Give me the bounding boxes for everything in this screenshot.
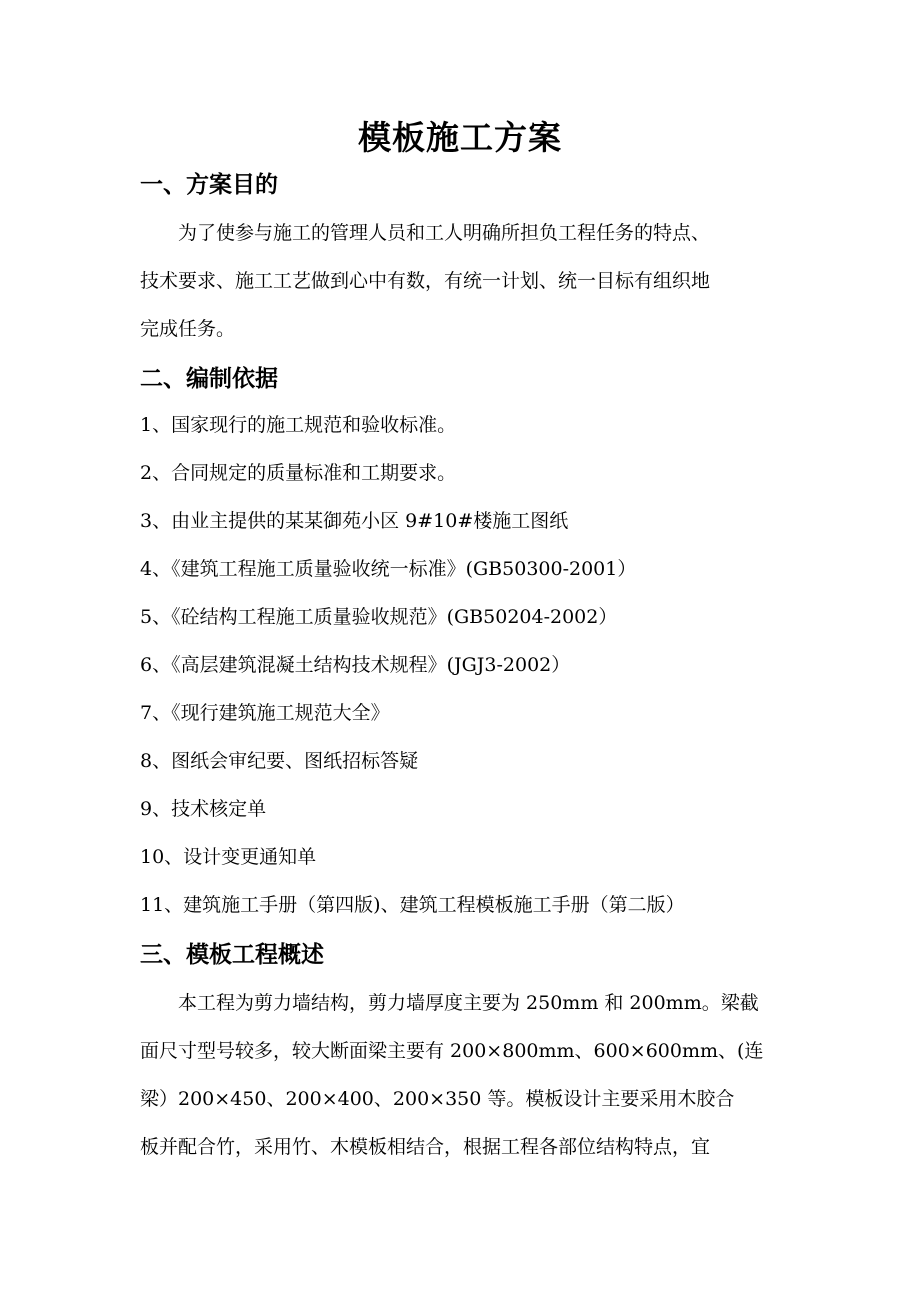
list-item: 8、图纸会审纪要、图纸招标答疑 bbox=[140, 750, 419, 772]
document-title: 模板施工方案 bbox=[358, 118, 562, 157]
paragraph-line: 板并配合竹，采用竹、木模板相结合，根据工程各部位结构特点，宜 bbox=[140, 1136, 711, 1158]
list-item: 9、技术核定单 bbox=[140, 798, 267, 820]
paragraph-line: 本工程为剪力墙结构，剪力墙厚度主要为 250mm 和 200mm。梁截 bbox=[178, 992, 759, 1014]
list-item: 7、《现行建筑施工规范大全》 bbox=[140, 702, 390, 724]
list-item: 1、国家现行的施工规范和验收标准。 bbox=[140, 414, 457, 436]
list-item: 11、建筑施工手册（第四版)、建筑工程模板施工手册（第二版） bbox=[140, 894, 685, 916]
section-heading-basis: 二、编制依据 bbox=[140, 365, 278, 392]
paragraph-line: 完成任务。 bbox=[140, 318, 236, 340]
section-heading-overview: 三、模板工程概述 bbox=[140, 941, 324, 968]
section-heading-purpose: 一、方案目的 bbox=[140, 171, 278, 198]
list-item: 2、合同规定的质量标准和工期要求。 bbox=[140, 462, 457, 484]
paragraph-line: 技术要求、施工工艺做到心中有数，有统一计划、统一目标有组织地 bbox=[140, 270, 711, 292]
list-item: 6、《高层建筑混凝土结构技术规程》(JGJ3-2002） bbox=[140, 654, 571, 676]
paragraph-line: 为了使参与施工的管理人员和工人明确所担负工程任务的特点、 bbox=[178, 222, 711, 244]
list-item: 5、《砼结构工程施工质量验收规范》(GB50204-2002） bbox=[140, 606, 618, 628]
list-item: 3、由业主提供的某某御苑小区 9#10#楼施工图纸 bbox=[140, 510, 569, 532]
list-item: 10、设计变更通知单 bbox=[140, 846, 317, 868]
list-item: 4、《建筑工程施工质量验收统一标准》(GB50300-2001） bbox=[140, 558, 637, 580]
paragraph-line: 梁）200×450、200×400、200×350 等。模板设计主要采用木胶合 bbox=[140, 1088, 735, 1110]
paragraph-line: 面尺寸型号较多，较大断面梁主要有 200×800mm、600×600mm、(连 bbox=[140, 1040, 764, 1062]
